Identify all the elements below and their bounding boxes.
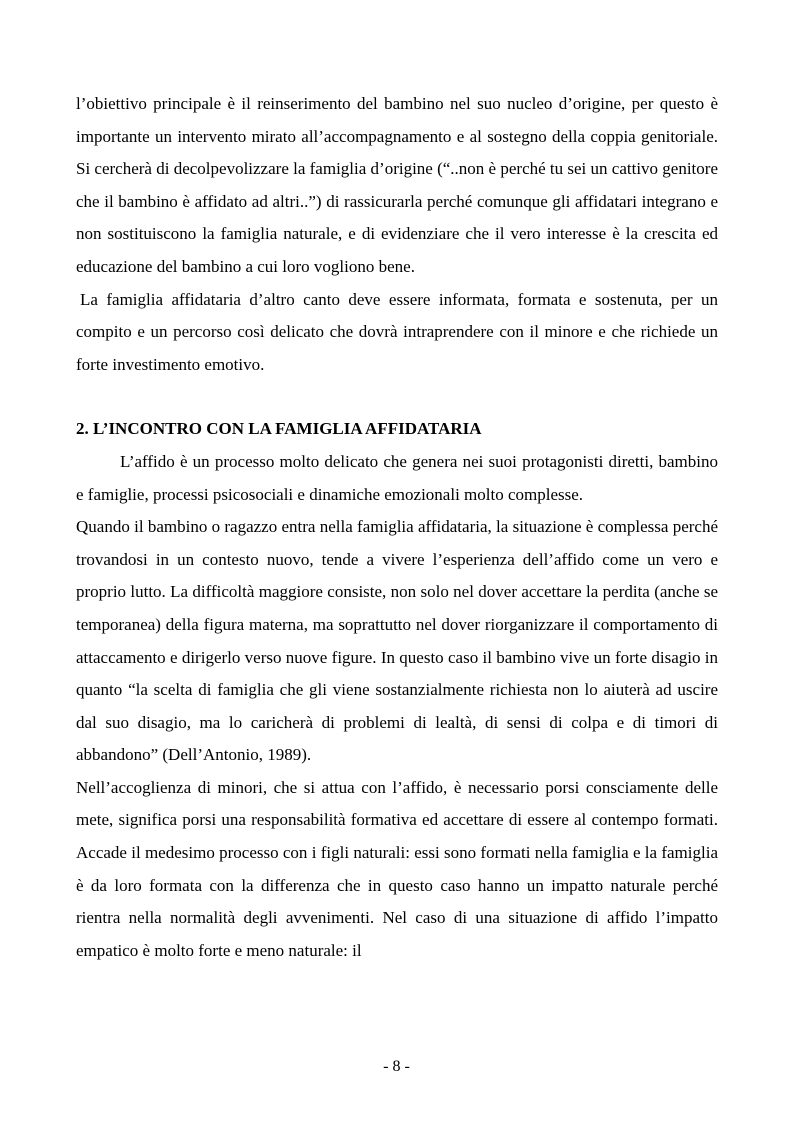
paragraph-famiglia-affidataria: La famiglia affidataria d’altro canto deve essere informata, formata e sostenuta, per un compito e un percorso così delicato che dovrà intraprendere con il minore e che richiede un forte investimento emotivo.: [76, 289, 718, 374]
paragraph-affido-processo: L’affido è un processo molto delicato che genera nei suoi protagonisti diretti, bambino e famiglie, processi psicosociali e dinamiche emozionali molto complesse.: [76, 451, 718, 504]
section-heading: 2. L’INCONTRO CON LA FAMIGLIA AFFIDATARIA: [76, 419, 482, 439]
paragraph-ingresso-famiglia: Quando il bambino o ragazzo entra nella famiglia affidataria, la situazione è complessa perché trovandosi in un contesto nuovo, tende a vivere l’esperienza dell’affido come un vero e proprio lutto. La difficoltà maggiore consiste, non solo nel dover accettare la perdita (anche se temporanea) della figura materna, ma soprattutto nel dover riorganizzare il comportamento di attaccamento e dirigerlo verso nuove figure. In questo caso il bambino vive un forte disagio in quanto “la scelta di famiglia che gli viene sostanzialmente richiesta non lo aiuterà ad uscire dal suo disagio, ma lo caricherà di problemi di lealtà, di sensi di colpa e di timori di abbandono” (Dell’Antonio, 1989).: [76, 517, 718, 765]
paragraph-reinserimento: l’obiettivo principale è il reinserimento del bambino nel suo nucleo d’origine, per questo è importante un intervento mirato all’accompagnamento e al sostegno della coppia genitoriale. Si cercherà di decolpevolizzare la famiglia d’origine (“..non è perché tu sei un cattivo genitore che il bambino è affidato ad altri..”) di rassicurarla perché comunque gli affidatari integrano e non sostituiscono la famiglia naturale, e di evidenziare che il vero interesse è la crescita ed educazione del bambino a cui loro vogliono bene.: [76, 94, 718, 276]
page-number: - 8 -: [383, 1058, 410, 1075]
document-body: [76, 88, 718, 967]
paragraph-accoglienza-minori: Nell’accoglienza di minori, che si attua con l’affido, è necessario porsi consciamente delle mete, significa porsi una responsabilità formativa ed accettare di essere al contempo formati. Accade il medesimo processo con i figli naturali: essi sono formati nella famiglia e la famiglia è da loro formata con la differenza che in questo caso hanno un impatto naturale perché rientra nella normalità degli avvenimenti. Nel caso di una situazione di affido l’impatto empatico è molto forte e meno naturale: il: [76, 777, 718, 960]
